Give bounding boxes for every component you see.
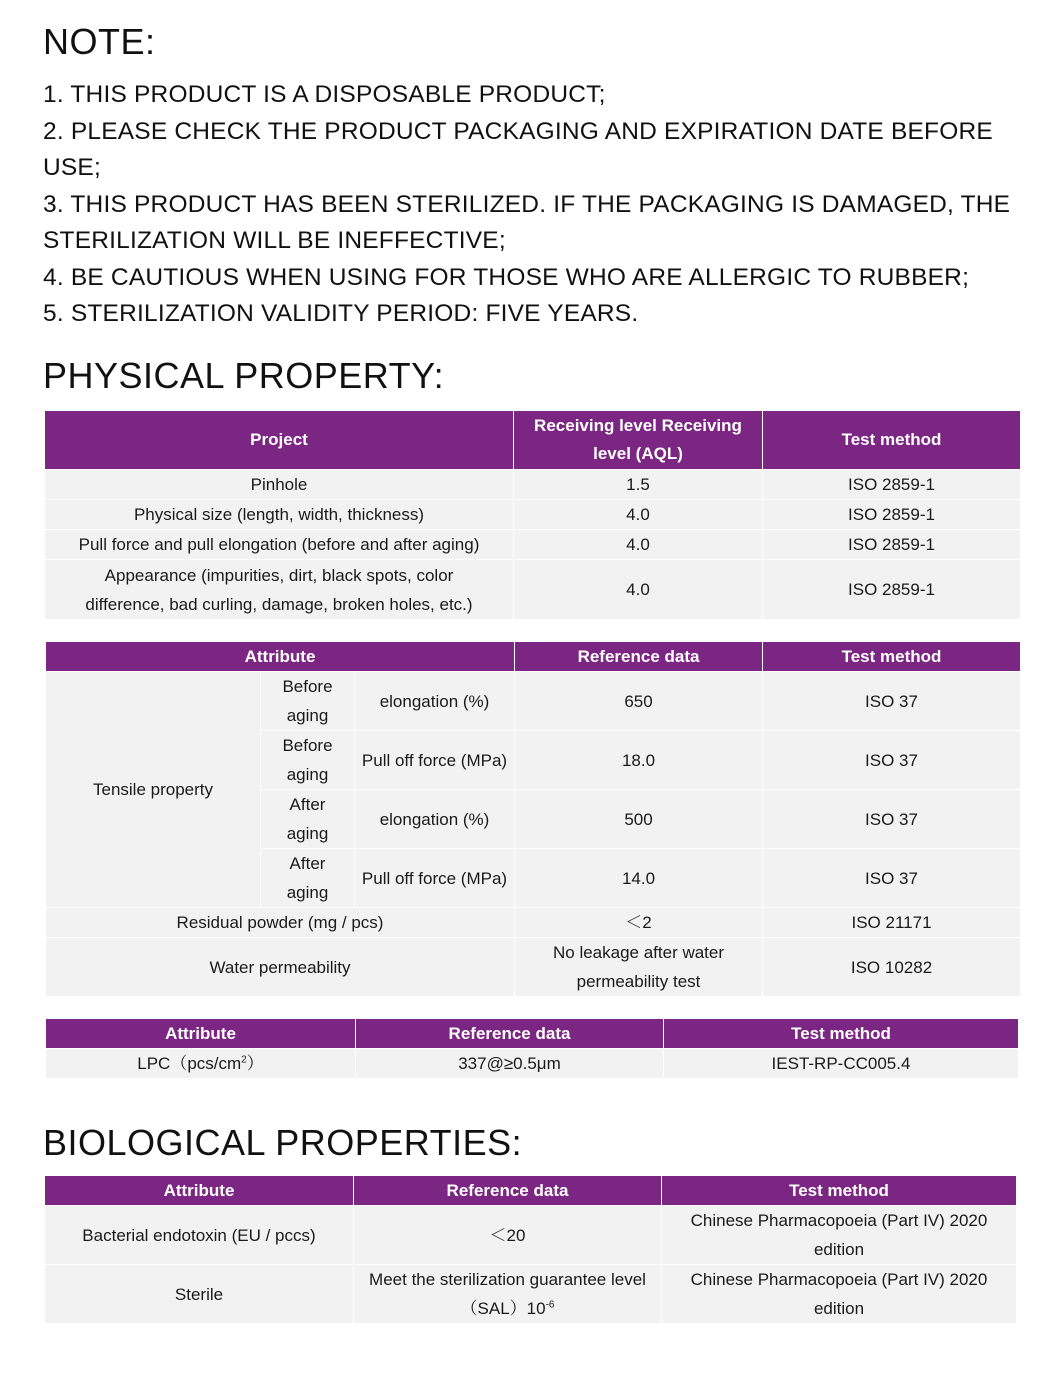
cell-method: IEST-RP-CC005.4 bbox=[664, 1049, 1019, 1079]
cell-method: ISO 37 bbox=[763, 790, 1021, 849]
cell-reference: 18.0 bbox=[515, 731, 763, 790]
tensile-table-header bbox=[46, 642, 1021, 672]
cell-aging-state: After aging bbox=[261, 790, 355, 849]
cell-method: Chinese Pharmacopoeia (Part IV) 2020 edition bbox=[662, 1265, 1017, 1324]
header-attribute: Attribute bbox=[45, 1176, 354, 1206]
note-item-4: 4. BE CAUTIOUS WHEN USING FOR THOSE WHO ARE ALLERGIC TO RUBBER; bbox=[43, 263, 970, 291]
cell-reference: 14.0 bbox=[515, 849, 763, 908]
table-row bbox=[45, 500, 1021, 530]
cell-method: Chinese Pharmacopoeia (Part IV) 2020 edition bbox=[662, 1206, 1017, 1265]
sterile-reference-text: Meet the sterilization guarantee level（SAL）10 bbox=[369, 1270, 646, 1318]
cell-project: Appearance (impurities, dirt, black spots, color difference, bad curling, damage, broken holes, etc.) bbox=[45, 560, 514, 620]
cell-attribute: Sterile bbox=[45, 1265, 354, 1324]
cell-reference: 650 bbox=[515, 672, 763, 731]
cell-project: Physical size (length, width, thickness) bbox=[45, 500, 514, 530]
cell-method: ISO 10282 bbox=[763, 938, 1021, 997]
cell-tensile-property: Tensile property bbox=[46, 672, 261, 908]
biological-table bbox=[44, 1175, 1017, 1324]
header-aql: Receiving level Receiving level (AQL) bbox=[514, 411, 763, 470]
table-row bbox=[46, 672, 1021, 731]
cell-aql: 1.5 bbox=[514, 470, 763, 500]
table-row bbox=[45, 1265, 1017, 1324]
cell-attribute: Water permeability bbox=[46, 938, 515, 997]
table-row bbox=[46, 908, 1021, 938]
cell-reference: 500 bbox=[515, 790, 763, 849]
cell-measure: Pull off force (MPa) bbox=[355, 849, 515, 908]
note-item-1: 1. THIS PRODUCT IS A DISPOSABLE PRODUCT; bbox=[43, 81, 606, 108]
cell-method: ISO 37 bbox=[763, 672, 1021, 731]
header-test-method: Test method bbox=[662, 1176, 1017, 1206]
biological-heading: BIOLOGICAL PROPERTIES: bbox=[43, 1122, 523, 1163]
table-row bbox=[46, 1049, 1019, 1079]
note-item-5: 5. STERILIZATION VALIDITY PERIOD: FIVE YEARS. bbox=[43, 300, 639, 327]
cell-measure: elongation (%) bbox=[355, 790, 515, 849]
tensile-table bbox=[45, 641, 1021, 997]
header-reference: Reference data bbox=[515, 642, 763, 672]
cell-measure: Pull off force (MPa) bbox=[355, 731, 515, 790]
cell-reference: No leakage after water permeability test bbox=[515, 938, 763, 997]
biological-table-header bbox=[45, 1176, 1017, 1206]
header-test-method: Test method bbox=[664, 1019, 1019, 1049]
cell-method: ISO 2859-1 bbox=[763, 470, 1021, 500]
cell-method: ISO 37 bbox=[763, 731, 1021, 790]
cell-aging-state: After aging bbox=[261, 849, 355, 908]
cell-attribute bbox=[46, 1049, 356, 1079]
header-reference: Reference data bbox=[354, 1176, 662, 1206]
cell-aging-state: Before aging bbox=[261, 672, 355, 731]
cell-reference: ＜20 bbox=[354, 1206, 662, 1265]
table-row bbox=[45, 530, 1021, 560]
table-row bbox=[45, 560, 1021, 620]
cell-aql: 4.0 bbox=[514, 560, 763, 620]
note-item-3: 3. THIS PRODUCT HAS BEEN STERILIZED. IF THE PACKAGING IS DAMAGED, THE STERILIZATION WILL BE INEFFECTIVE; bbox=[43, 190, 1011, 254]
cell-method: ISO 37 bbox=[763, 849, 1021, 908]
header-attribute: Attribute bbox=[46, 642, 515, 672]
lpc-label-exponent: 2 bbox=[241, 1054, 247, 1066]
header-test-method: Test method bbox=[763, 642, 1021, 672]
cell-aql: 4.0 bbox=[514, 530, 763, 560]
header-test-method: Test method bbox=[763, 411, 1021, 470]
cell-method: ISO 21171 bbox=[763, 908, 1021, 938]
physical-heading: PHYSICAL PROPERTY: bbox=[43, 355, 445, 396]
cell-aql: 4.0 bbox=[514, 500, 763, 530]
lpc-label: LPC（pcs/cm bbox=[137, 1054, 242, 1073]
cell-aging-state: Before aging bbox=[261, 731, 355, 790]
note-item-2: 2. PLEASE CHECK THE PRODUCT PACKAGING AND EXPIRATION DATE BEFORE USE; bbox=[43, 117, 993, 181]
note-list bbox=[43, 77, 1033, 333]
cell-reference: ＜2 bbox=[515, 908, 763, 938]
cell-method: ISO 2859-1 bbox=[763, 560, 1021, 620]
aql-table bbox=[44, 410, 1021, 620]
note-heading: NOTE: bbox=[43, 21, 156, 62]
lpc-table-header bbox=[46, 1019, 1019, 1049]
table-row bbox=[45, 1206, 1017, 1265]
aql-table-header bbox=[45, 411, 1021, 470]
sal-exponent: -6 bbox=[545, 1299, 555, 1311]
cell-project: Pull force and pull elongation (before and after aging) bbox=[45, 530, 514, 560]
cell-project: Pinhole bbox=[45, 470, 514, 500]
cell-reference: 337@≥0.5μm bbox=[356, 1049, 664, 1079]
cell-measure: elongation (%) bbox=[355, 672, 515, 731]
cell-reference bbox=[354, 1265, 662, 1324]
cell-attribute: Residual powder (mg / pcs) bbox=[46, 908, 515, 938]
table-row bbox=[46, 938, 1021, 997]
cell-attribute: Bacterial endotoxin (EU / pccs) bbox=[45, 1206, 354, 1265]
header-attribute: Attribute bbox=[46, 1019, 356, 1049]
lpc-label-end: ） bbox=[246, 1054, 264, 1073]
header-reference: Reference data bbox=[356, 1019, 664, 1049]
table-row bbox=[45, 470, 1021, 500]
cell-method: ISO 2859-1 bbox=[763, 530, 1021, 560]
cell-method: ISO 2859-1 bbox=[763, 500, 1021, 530]
lpc-table bbox=[45, 1018, 1019, 1079]
header-project: Project bbox=[45, 411, 514, 470]
